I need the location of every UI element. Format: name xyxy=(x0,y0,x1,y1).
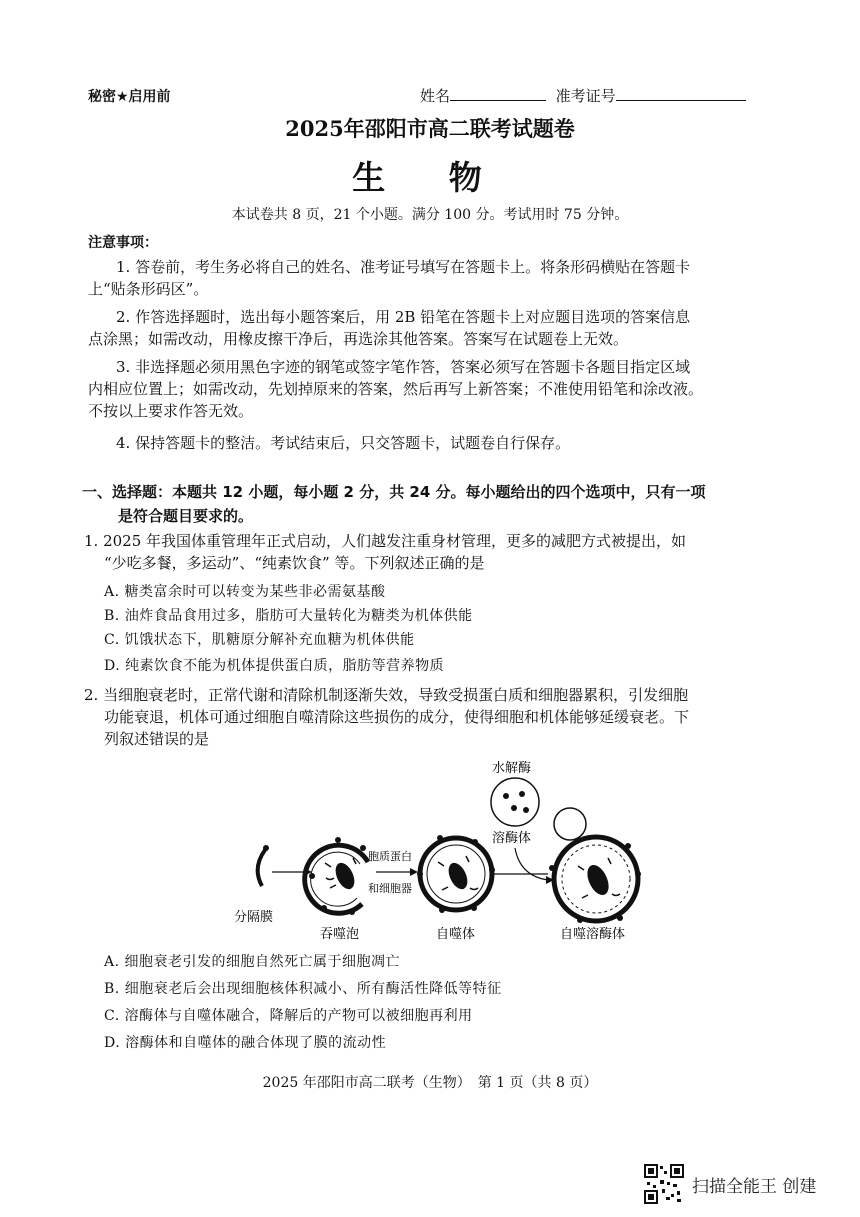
membrane-label: 分隔膜 xyxy=(234,910,274,925)
qr-code-icon xyxy=(644,1164,684,1204)
cargo-label-2: 和细胞器 xyxy=(368,882,412,895)
phagophore-label: 吞噬泡 xyxy=(320,927,360,942)
q1-option-b: B. 油炸食品食用过多，脂肪可大量转化为糖类为机体供能 xyxy=(104,608,473,624)
autolysosome-label: 自噬溶酶体 xyxy=(560,927,626,942)
note-item: 3. 非选择题必须用黑色字迹的钢笔或签字笔作答，答案必须写在答题卡各题目指定区域 内相应位置上；如需改动，先划掉原来的答案，然后再写上新答案；不准使用铅笔和涂改液。 不按以上要求作答无效。 xyxy=(88,358,704,420)
autolysosome-shape xyxy=(549,808,641,923)
phagophore-shape xyxy=(305,837,368,915)
autophagosome-shape xyxy=(417,835,495,913)
subject-title: 生 物 xyxy=(352,158,508,197)
page-title: 2025年邵阳市高二联考试题卷 xyxy=(285,116,575,141)
notes-heading: 注意事项： xyxy=(88,235,158,251)
note-item: 1. 答卷前，考生务必将自己的姓名、准考证号填写在答题卡上。将条形码横贴在答题卡 上“贴条形码区”。 xyxy=(88,258,691,298)
confidential-label: 秘密★启用前 xyxy=(88,89,171,105)
scanner-watermark: 扫描全能王 创建 xyxy=(692,1177,817,1197)
q2-option-d: D. 溶酶体和自噬体的融合体现了膜的流动性 xyxy=(104,1035,387,1051)
name-label: 姓名 xyxy=(420,87,451,105)
exam-number-blank xyxy=(616,86,746,101)
name-field xyxy=(420,85,746,106)
q2-option-a: A. 细胞衰老引发的细胞自然死亡属于细胞凋亡 xyxy=(104,954,401,970)
autophagy-diagram xyxy=(230,758,670,948)
page-footer: 2025 年邵阳市高二联考（生物） 第 1 页（共 8 页） xyxy=(262,1075,598,1091)
q2-option-c: C. 溶酶体与自噬体融合，降解后的产物可以被细胞再利用 xyxy=(104,1008,473,1024)
lysosome-shape xyxy=(491,778,539,826)
exam-number-label: 准考证号 xyxy=(555,87,616,105)
section-heading: 一、选择题：本题共 12 小题，每小题 2 分，共 24 分。每小题给出的四个选项中，只有一项 是符合题目要求的。 xyxy=(82,483,706,525)
cargo-label-1: 胞质蛋白 xyxy=(368,850,412,863)
q2-option-b: B. 细胞衰老后会出现细胞核体积减小、所有酶活性降低等特征 xyxy=(104,981,502,997)
isolation-membrane-shape xyxy=(258,850,265,886)
question-2-stem: 2. 当细胞衰老时，正常代谢和清除机制逐渐失效，导致受损蛋白质和细胞器累积，引发细胞 功能衰退，机体可通过细胞自噬清除这些损伤的成分，使得细胞和机体能够延缓衰老。下 列叙述错误的是 xyxy=(84,686,690,748)
exam-info: 本试卷共 8 页，21 个小题。满分 100 分。考试用时 75 分钟。 xyxy=(231,207,629,223)
question-1-stem: 1. 2025 年我国体重管理年正式启动，人们越发注重身材管理，更多的减肥方式被提出，如 “少吃多餐，多运动”、“纯素饮食” 等。下列叙述正确的是 xyxy=(84,532,687,572)
note-item: 2. 作答选择题时，选出每小题答案后，用 2B 铅笔在答题卡上对应题目选项的答案信息 点涂黑；如需改动，用橡皮擦干净后，再选涂其他答案。答案写在试题卷上无效。 xyxy=(88,308,691,348)
q1-option-d: D. 纯素饮食不能为机体提供蛋白质，脂肪等营养物质 xyxy=(104,658,445,674)
q1-option-c: C. 饥饿状态下，肌糖原分解补充血糖为机体供能 xyxy=(104,632,415,648)
name-blank xyxy=(450,86,546,101)
hydrolase-label: 水解酶 xyxy=(492,761,532,776)
autophagosome-label: 自噬体 xyxy=(436,927,476,942)
lysosome-label: 溶酶体 xyxy=(492,831,532,846)
arrow-icon xyxy=(410,868,418,876)
q1-option-a: A. 糖类富余时可以转变为某些非必需氨基酸 xyxy=(104,584,386,600)
note-item: 4. 保持答题卡的整洁。考试结束后，只交答题卡，试题卷自行保存。 xyxy=(116,434,571,452)
